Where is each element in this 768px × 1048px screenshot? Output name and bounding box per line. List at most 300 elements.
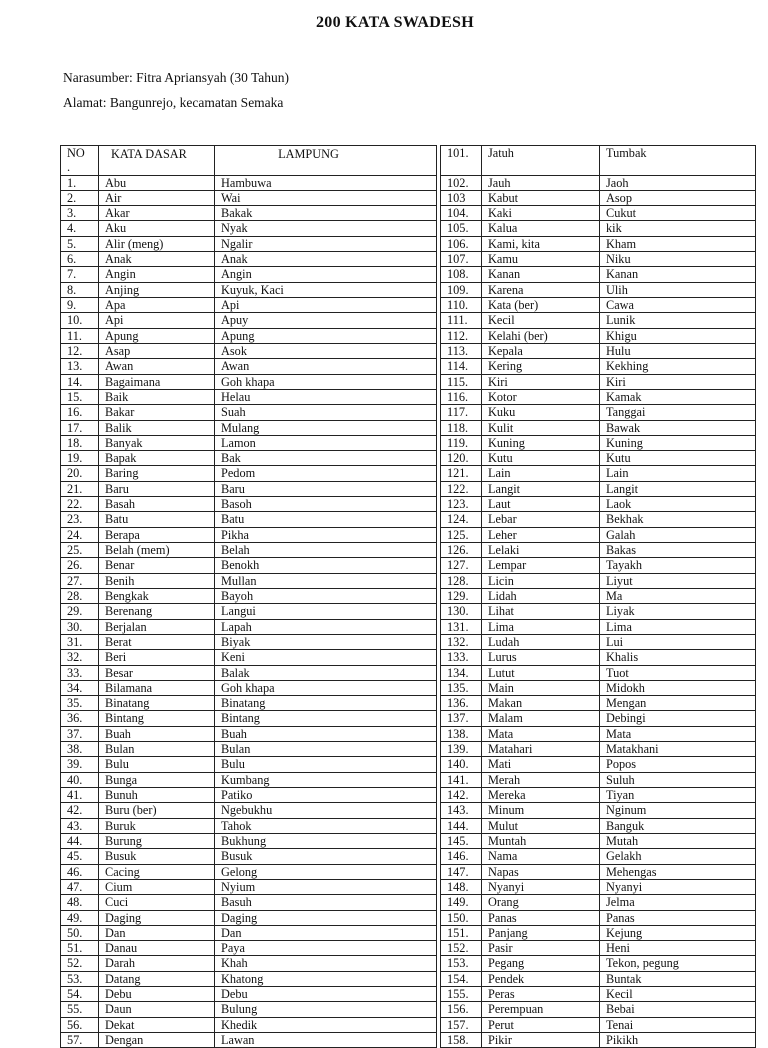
lampung-cell: Kecil xyxy=(600,987,756,1002)
lampung-cell: Pikha xyxy=(215,527,437,542)
lampung-cell: Kuyuk, Kaci xyxy=(215,282,437,297)
lampung-cell: Lamon xyxy=(215,435,437,450)
kata-dasar-cell: Besar xyxy=(99,665,215,680)
table-row xyxy=(441,665,756,680)
kata-dasar-cell: Benar xyxy=(99,558,215,573)
header-lampung-cell xyxy=(215,146,437,176)
table-row xyxy=(441,956,756,971)
row-number-cell: 51. xyxy=(61,941,99,956)
kata-dasar-cell: Baru xyxy=(99,481,215,496)
lampung-cell: Patiko xyxy=(215,788,437,803)
row-number-cell: 111. xyxy=(441,313,482,328)
kata-dasar-cell: Kabut xyxy=(482,190,600,205)
lampung-cell: Nyak xyxy=(215,221,437,236)
table-row xyxy=(61,634,437,649)
table-row xyxy=(61,252,437,267)
table-row xyxy=(441,405,756,420)
table-row xyxy=(441,711,756,726)
row-number-cell: 53. xyxy=(61,971,99,986)
row-number-cell: 31. xyxy=(61,634,99,649)
row-number-cell: 21. xyxy=(61,481,99,496)
table-row xyxy=(61,573,437,588)
row-number-cell: 126. xyxy=(441,543,482,558)
table-row xyxy=(61,711,437,726)
lampung-cell: Kutu xyxy=(600,451,756,466)
table-row xyxy=(441,512,756,527)
lampung-cell: Lain xyxy=(600,466,756,481)
table-row xyxy=(441,864,756,879)
row-number-cell: 120. xyxy=(441,451,482,466)
lampung-cell: Kejung xyxy=(600,925,756,940)
row-number-cell: 17. xyxy=(61,420,99,435)
row-number-cell: 4. xyxy=(61,221,99,236)
lampung-cell: Ngalir xyxy=(215,236,437,251)
kata-dasar-cell: Lelaki xyxy=(482,543,600,558)
row-number-cell: 11. xyxy=(61,328,99,343)
table-row xyxy=(441,772,756,787)
lampung-cell: Kham xyxy=(600,236,756,251)
row-number-cell: 14. xyxy=(61,374,99,389)
kata-dasar-cell: Berjalan xyxy=(99,619,215,634)
table-row xyxy=(441,359,756,374)
kata-dasar-cell: Mati xyxy=(482,757,600,772)
row-number-cell: 27. xyxy=(61,573,99,588)
table-row xyxy=(441,941,756,956)
row-number-cell: 34. xyxy=(61,680,99,695)
row-number-cell: 33. xyxy=(61,665,99,680)
row-number-cell: 134. xyxy=(441,665,482,680)
kata-dasar-cell: Anak xyxy=(99,252,215,267)
lampung-cell: Awan xyxy=(215,359,437,374)
table-row xyxy=(441,146,756,176)
row-number-cell: 32. xyxy=(61,650,99,665)
header-no-cell xyxy=(61,146,99,176)
kata-dasar-cell: Kutu xyxy=(482,451,600,466)
table-row xyxy=(441,925,756,940)
row-number-cell: 109. xyxy=(441,282,482,297)
row-number-cell: 2. xyxy=(61,190,99,205)
row-number-cell: 20. xyxy=(61,466,99,481)
row-number-cell: 144. xyxy=(441,818,482,833)
table-row xyxy=(61,910,437,925)
kata-dasar-cell: Kelahi (ber) xyxy=(482,328,600,343)
row-number-cell: 47. xyxy=(61,879,99,894)
row-number-cell: 9. xyxy=(61,298,99,313)
table-row xyxy=(61,864,437,879)
row-number-cell: 106. xyxy=(441,236,482,251)
header-lampung: LAMPUNG xyxy=(278,147,339,161)
kata-dasar-cell: Angin xyxy=(99,267,215,282)
kata-dasar-cell: Karena xyxy=(482,282,600,297)
header-no-dot: . xyxy=(67,160,71,174)
kata-dasar-cell: Panjang xyxy=(482,925,600,940)
lampung-cell: Suluh xyxy=(600,772,756,787)
row-number-cell: 146. xyxy=(441,849,482,864)
row-number-cell: 110. xyxy=(441,298,482,313)
table-row xyxy=(441,1002,756,1017)
table-row xyxy=(61,543,437,558)
lampung-cell: Khalis xyxy=(600,650,756,665)
table-row xyxy=(441,267,756,282)
table-row xyxy=(441,451,756,466)
kata-dasar-cell: Kami, kita xyxy=(482,236,600,251)
document-title: 200 KATA SWADESH xyxy=(315,14,475,31)
table-row xyxy=(441,343,756,358)
kata-dasar-cell: Dan xyxy=(99,925,215,940)
lampung-cell: Bukhung xyxy=(215,833,437,848)
row-number-cell: 152. xyxy=(441,941,482,956)
table-row xyxy=(441,1017,756,1032)
kata-dasar-cell: Lutut xyxy=(482,665,600,680)
table-row xyxy=(441,987,756,1002)
table-row xyxy=(61,175,437,190)
lampung-cell: Asok xyxy=(215,343,437,358)
lampung-cell: Bulan xyxy=(215,742,437,757)
table-row xyxy=(61,236,437,251)
kata-dasar-cell: Benih xyxy=(99,573,215,588)
row-number-cell: 104. xyxy=(441,206,482,221)
table-row xyxy=(61,512,437,527)
table-row xyxy=(61,1002,437,1017)
kata-dasar-cell: Baik xyxy=(99,389,215,404)
row-number-cell: 6. xyxy=(61,252,99,267)
row-number-cell: 7. xyxy=(61,267,99,282)
kata-dasar-cell: Api xyxy=(99,313,215,328)
table-row xyxy=(61,481,437,496)
table-row xyxy=(61,879,437,894)
kata-dasar-cell: Lihat xyxy=(482,604,600,619)
header-kata-dasar: KATA DASAR xyxy=(111,147,187,161)
kata-dasar-cell: Bunga xyxy=(99,772,215,787)
table-row xyxy=(61,757,437,772)
kata-dasar-cell: Leher xyxy=(482,527,600,542)
lampung-cell: Kiri xyxy=(600,374,756,389)
lampung-cell: Cukut xyxy=(600,206,756,221)
lampung-cell: Nginum xyxy=(600,803,756,818)
kata-dasar-cell: Dengan xyxy=(99,1033,215,1048)
row-number-cell: 29. xyxy=(61,604,99,619)
lampung-cell: Basuh xyxy=(215,895,437,910)
table-row xyxy=(61,895,437,910)
row-number-cell: 155. xyxy=(441,987,482,1002)
lampung-cell: Goh khapa xyxy=(215,374,437,389)
row-number-cell: 24. xyxy=(61,527,99,542)
kata-dasar-cell: Berapa xyxy=(99,527,215,542)
kata-dasar-cell: Mata xyxy=(482,726,600,741)
row-number-cell: 140. xyxy=(441,757,482,772)
kata-dasar-cell: Binatang xyxy=(99,696,215,711)
kata-dasar-cell: Malam xyxy=(482,711,600,726)
lampung-cell: Kamak xyxy=(600,389,756,404)
kata-dasar-cell: Peras xyxy=(482,987,600,1002)
kata-dasar-cell: Bunuh xyxy=(99,788,215,803)
kata-dasar-cell: Kuku xyxy=(482,405,600,420)
table-row xyxy=(61,206,437,221)
row-number-cell: 118. xyxy=(441,420,482,435)
kata-dasar-cell: Licin xyxy=(482,573,600,588)
kata-dasar-cell: Kulit xyxy=(482,420,600,435)
kata-dasar-cell: Kecil xyxy=(482,313,600,328)
kata-dasar-cell: Jatuh xyxy=(482,146,600,176)
lampung-cell: Gelakh xyxy=(600,849,756,864)
kata-dasar-cell: Panas xyxy=(482,910,600,925)
lampung-cell: Biyak xyxy=(215,634,437,649)
lampung-cell: Bulung xyxy=(215,1002,437,1017)
row-number-cell: 23. xyxy=(61,512,99,527)
table-row xyxy=(61,833,437,848)
kata-dasar-cell: Ludah xyxy=(482,634,600,649)
row-number-cell: 113. xyxy=(441,343,482,358)
row-number-cell: 44. xyxy=(61,833,99,848)
table-row xyxy=(441,481,756,496)
row-number-cell: 26. xyxy=(61,558,99,573)
table-row xyxy=(61,221,437,236)
table-header-row xyxy=(61,146,437,176)
row-number-cell: 1. xyxy=(61,175,99,190)
lampung-cell: Tenai xyxy=(600,1017,756,1032)
kata-dasar-cell: Kamu xyxy=(482,252,600,267)
row-number-cell: 117. xyxy=(441,405,482,420)
table-row xyxy=(441,206,756,221)
lampung-cell: Kekhing xyxy=(600,359,756,374)
kata-dasar-cell: Kuning xyxy=(482,435,600,450)
lampung-cell: Matakhani xyxy=(600,742,756,757)
kata-dasar-cell: Akar xyxy=(99,206,215,221)
kata-dasar-cell: Bulu xyxy=(99,757,215,772)
row-number-cell: 116. xyxy=(441,389,482,404)
table-row xyxy=(441,788,756,803)
table-row xyxy=(61,742,437,757)
table-row xyxy=(441,190,756,205)
row-number-cell: 16. xyxy=(61,405,99,420)
table-row xyxy=(441,726,756,741)
lampung-cell: Galah xyxy=(600,527,756,542)
lampung-cell: Bekhak xyxy=(600,512,756,527)
table-row xyxy=(61,665,437,680)
header-no: NO xyxy=(67,146,85,160)
header-kata-dasar-cell xyxy=(99,146,215,176)
row-number-cell: 156. xyxy=(441,1002,482,1017)
table-row xyxy=(61,849,437,864)
table-row xyxy=(61,604,437,619)
table-row xyxy=(61,925,437,940)
lampung-cell: Pikikh xyxy=(600,1033,756,1048)
row-number-cell: 133. xyxy=(441,650,482,665)
row-number-cell: 41. xyxy=(61,788,99,803)
table-row xyxy=(61,466,437,481)
lampung-cell: Debu xyxy=(215,987,437,1002)
table-row xyxy=(441,282,756,297)
lampung-cell: Bak xyxy=(215,451,437,466)
kata-dasar-cell: Lempar xyxy=(482,558,600,573)
alamat-line: Alamat: Bangunrejo, kecamatan Semaka xyxy=(63,95,284,110)
row-number-cell: 121. xyxy=(441,466,482,481)
lampung-cell: Pedom xyxy=(215,466,437,481)
row-number-cell: 127. xyxy=(441,558,482,573)
lampung-cell: Niku xyxy=(600,252,756,267)
table-row xyxy=(441,175,756,190)
lampung-cell: Balak xyxy=(215,665,437,680)
kata-dasar-cell: Bagaimana xyxy=(99,374,215,389)
table-row xyxy=(61,359,437,374)
kata-dasar-cell: Lain xyxy=(482,466,600,481)
row-number-cell: 129. xyxy=(441,588,482,603)
lampung-cell: Tiyan xyxy=(600,788,756,803)
kata-dasar-cell: Lima xyxy=(482,619,600,634)
lampung-cell: Keni xyxy=(215,650,437,665)
kata-dasar-cell: Datang xyxy=(99,971,215,986)
kata-dasar-cell: Mereka xyxy=(482,788,600,803)
table-row xyxy=(441,298,756,313)
table-row xyxy=(441,527,756,542)
row-number-cell: 136. xyxy=(441,696,482,711)
lampung-cell: Mata xyxy=(600,726,756,741)
table-row xyxy=(61,298,437,313)
table-row xyxy=(441,879,756,894)
lampung-cell: Liyut xyxy=(600,573,756,588)
lampung-cell: Anak xyxy=(215,252,437,267)
kata-dasar-cell: Batu xyxy=(99,512,215,527)
row-number-cell: 107. xyxy=(441,252,482,267)
table-row xyxy=(441,757,756,772)
lampung-cell: Ulih xyxy=(600,282,756,297)
kata-dasar-cell: Pikir xyxy=(482,1033,600,1048)
kata-dasar-cell: Kaki xyxy=(482,206,600,221)
row-number-cell: 50. xyxy=(61,925,99,940)
lampung-cell: Helau xyxy=(215,389,437,404)
row-number-cell: 143. xyxy=(441,803,482,818)
lampung-cell: Mulang xyxy=(215,420,437,435)
row-number-cell: 135. xyxy=(441,680,482,695)
row-number-cell: 123. xyxy=(441,497,482,512)
row-number-cell: 119. xyxy=(441,435,482,450)
row-number-cell: 40. xyxy=(61,772,99,787)
table-row xyxy=(441,1033,756,1048)
lampung-cell: Benokh xyxy=(215,558,437,573)
lampung-cell: Bawak xyxy=(600,420,756,435)
table-row xyxy=(61,619,437,634)
row-number-cell: 130. xyxy=(441,604,482,619)
row-number-cell: 142. xyxy=(441,788,482,803)
row-number-cell: 52. xyxy=(61,956,99,971)
row-number-cell: 132. xyxy=(441,634,482,649)
kata-dasar-cell: Apa xyxy=(99,298,215,313)
table-row xyxy=(441,803,756,818)
row-number-cell: 112. xyxy=(441,328,482,343)
row-number-cell: 37. xyxy=(61,726,99,741)
row-number-cell: 102. xyxy=(441,175,482,190)
table-row xyxy=(441,650,756,665)
table-row xyxy=(61,680,437,695)
table-row xyxy=(61,772,437,787)
lampung-cell: Bebai xyxy=(600,1002,756,1017)
lampung-cell: Kuning xyxy=(600,435,756,450)
table-row xyxy=(441,466,756,481)
kata-dasar-cell: Cium xyxy=(99,879,215,894)
table-row xyxy=(61,343,437,358)
kata-dasar-cell: Daging xyxy=(99,910,215,925)
row-number-cell: 13. xyxy=(61,359,99,374)
table-row xyxy=(441,497,756,512)
row-number-cell: 124. xyxy=(441,512,482,527)
table-row xyxy=(441,252,756,267)
lampung-cell: Khigu xyxy=(600,328,756,343)
table-row xyxy=(441,389,756,404)
row-number-cell: 38. xyxy=(61,742,99,757)
lampung-cell: Bulu xyxy=(215,757,437,772)
row-number-cell: 147. xyxy=(441,864,482,879)
table-row xyxy=(441,849,756,864)
kata-dasar-cell: Baring xyxy=(99,466,215,481)
table-row xyxy=(441,558,756,573)
table-row xyxy=(61,435,437,450)
row-number-cell: 138. xyxy=(441,726,482,741)
lampung-cell: Lui xyxy=(600,634,756,649)
row-number-cell: 157. xyxy=(441,1017,482,1032)
kata-dasar-cell: Darah xyxy=(99,956,215,971)
row-number-cell: 122. xyxy=(441,481,482,496)
table-row xyxy=(61,389,437,404)
kata-dasar-cell: Laut xyxy=(482,497,600,512)
lampung-cell: Khah xyxy=(215,956,437,971)
lampung-cell: Basoh xyxy=(215,497,437,512)
lampung-cell: Panas xyxy=(600,910,756,925)
lampung-cell: Kanan xyxy=(600,267,756,282)
kata-dasar-cell: Kata (ber) xyxy=(482,298,600,313)
lampung-cell: Nyium xyxy=(215,879,437,894)
row-number-cell: 128. xyxy=(441,573,482,588)
row-number-cell: 45. xyxy=(61,849,99,864)
row-number-cell: 131. xyxy=(441,619,482,634)
table-row xyxy=(61,971,437,986)
kata-dasar-cell: Makan xyxy=(482,696,600,711)
row-number-cell: 46. xyxy=(61,864,99,879)
kata-dasar-cell: Merah xyxy=(482,772,600,787)
kata-dasar-cell: Buah xyxy=(99,726,215,741)
lampung-cell: Laok xyxy=(600,497,756,512)
kata-dasar-cell: Lurus xyxy=(482,650,600,665)
kata-dasar-cell: Banyak xyxy=(99,435,215,450)
kata-dasar-cell: Bengkak xyxy=(99,588,215,603)
lampung-cell: Mullan xyxy=(215,573,437,588)
row-number-cell: 49. xyxy=(61,910,99,925)
row-number-cell: 145. xyxy=(441,833,482,848)
lampung-cell: Ngebukhu xyxy=(215,803,437,818)
row-number-cell: 108. xyxy=(441,267,482,282)
kata-dasar-cell: Bulan xyxy=(99,742,215,757)
table-row xyxy=(441,634,756,649)
kata-dasar-cell: Apung xyxy=(99,328,215,343)
table-row xyxy=(441,680,756,695)
table-row xyxy=(61,1033,437,1048)
narasumber-line: Narasumber: Fitra Apriansyah (30 Tahun) xyxy=(63,70,289,85)
kata-dasar-cell: Perempuan xyxy=(482,1002,600,1017)
table-row xyxy=(441,543,756,558)
row-number-cell: 139. xyxy=(441,742,482,757)
kata-dasar-cell: Lidah xyxy=(482,588,600,603)
kata-dasar-cell: Lebar xyxy=(482,512,600,527)
row-number-cell: 57. xyxy=(61,1033,99,1048)
kata-dasar-cell: Langit xyxy=(482,481,600,496)
row-number-cell: 54. xyxy=(61,987,99,1002)
table-row xyxy=(441,374,756,389)
table-row xyxy=(441,573,756,588)
kata-dasar-cell: Pendek xyxy=(482,971,600,986)
row-number-cell: 30. xyxy=(61,619,99,634)
kata-dasar-cell: Minum xyxy=(482,803,600,818)
lampung-cell: Api xyxy=(215,298,437,313)
lampung-cell: Daging xyxy=(215,910,437,925)
